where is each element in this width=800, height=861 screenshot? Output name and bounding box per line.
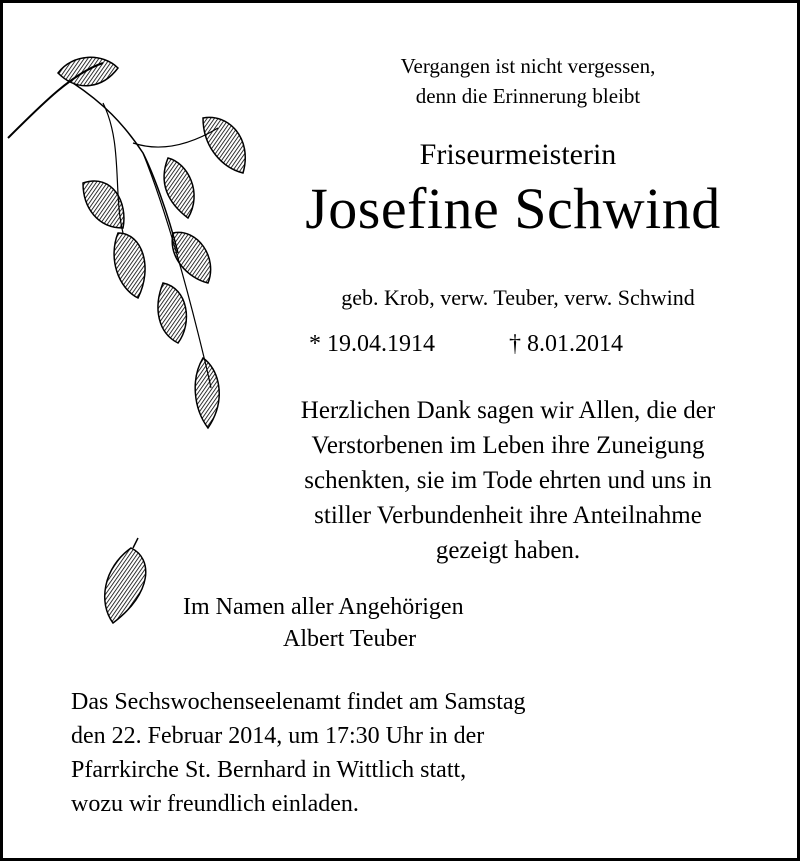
birch-branch-icon (3, 43, 263, 443)
service-line: den 22. Februar 2014, um 17:30 Uhr in der (71, 723, 485, 749)
motto (333, 51, 723, 111)
motto-line-2: denn die Erinnerung bleibt (415, 84, 641, 108)
birth-date: * 19.04.1914 (309, 331, 435, 357)
leaf-icon (93, 533, 163, 633)
thanks-line: Herzlichen Dank sagen wir Allen, die der (300, 397, 716, 424)
maiden-names: geb. Krob, verw. Teuber, verw. Schwind (341, 285, 695, 310)
signature-name: Albert Teuber (283, 626, 417, 652)
thank-you-text (233, 393, 783, 568)
service-line: wozu wir freundlich einladen. (71, 791, 359, 817)
thanks-line: stiller Verbundenheit ihre Anteilnahme (314, 502, 702, 529)
thanks-line: gezeigt haben. (435, 537, 581, 564)
thanks-line: Verstorbenen im Leben ihre Zuneigung (311, 432, 705, 459)
signature (183, 591, 603, 655)
deceased-name: Josefine Schwind (305, 176, 721, 241)
service-line: Pfarrkirche St. Bernhard in Wittlich statt, (71, 757, 467, 783)
profession: Friseurmeisterin (419, 138, 617, 171)
signature-line-1: Im Namen aller Angehörigen (183, 594, 464, 620)
service-announcement (71, 685, 771, 821)
thanks-line: schenkten, sie im Tode ehrten und uns in (304, 467, 712, 494)
motto-line-1: Vergangen ist nicht vergessen, (400, 54, 656, 78)
death-date: † 8.01.2014 (509, 331, 623, 357)
service-line: Das Sechswochenseelenamt findet am Samstag (71, 689, 526, 715)
